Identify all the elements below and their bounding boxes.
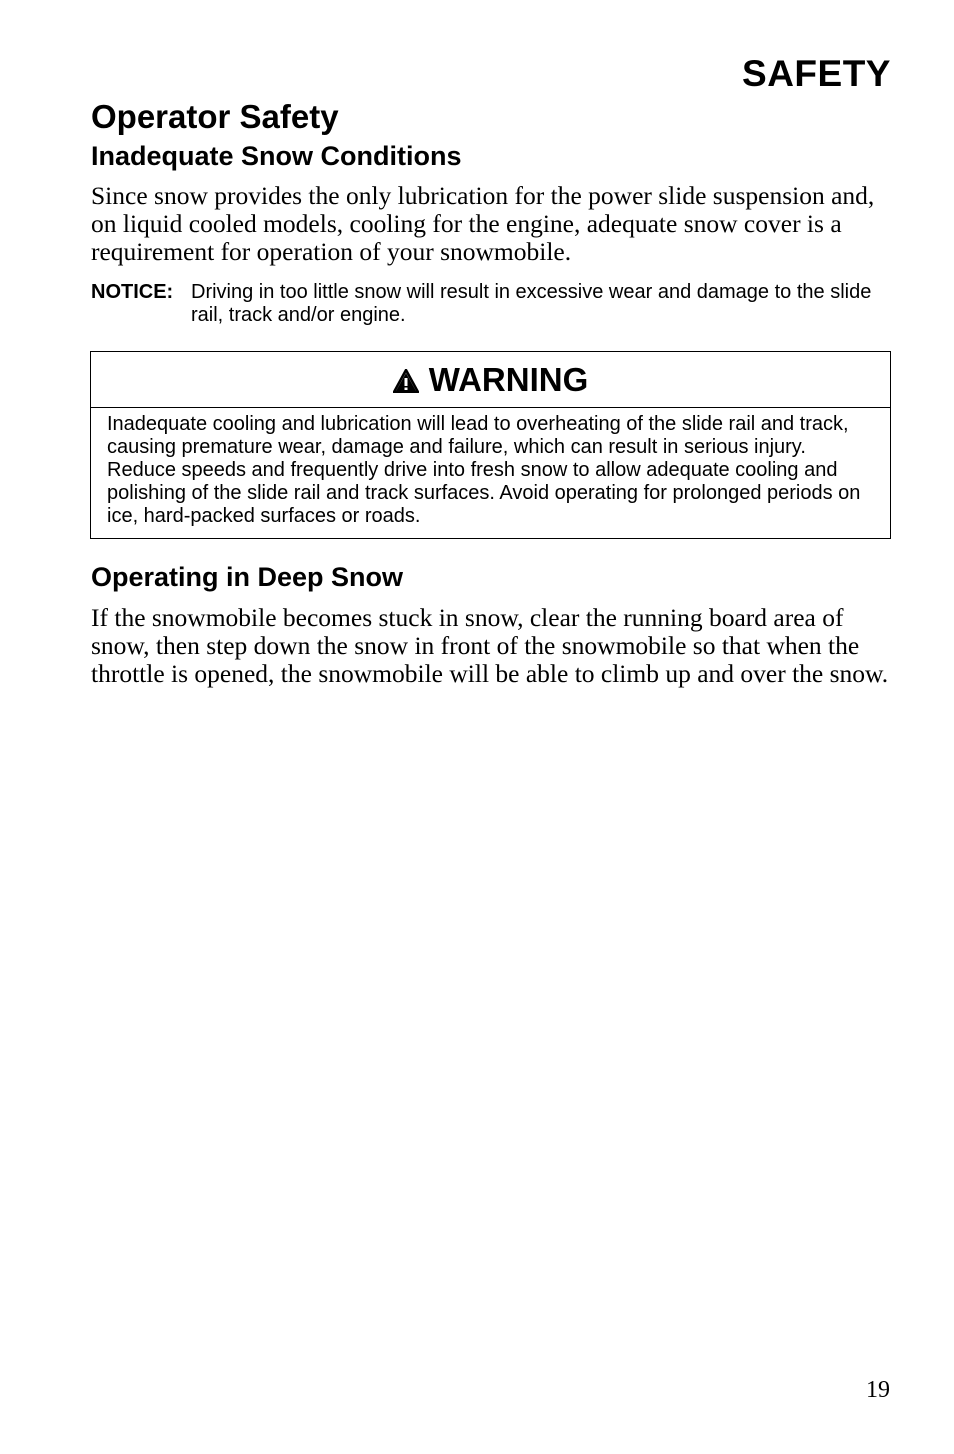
paragraph-deep-snow: If the snowmobile becomes stuck in snow, clear the running board area of snow, then step down the snow in front of the snowmobile so that when the throttle is opened, the snowmobile will be able to climb up and over the snow. xyxy=(91,603,889,688)
subheading-deep-snow: Operating in Deep Snow xyxy=(91,562,404,592)
notice-label: NOTICE: xyxy=(91,281,174,303)
subheading-inadequate-snow: Inadequate Snow Conditions xyxy=(91,141,462,171)
paragraph-inadequate-snow: Since snow provides the only lubrication for the power slide suspension and, on liquid cooled models, cooling for the engine, adequate snow cover is a requirement for operation of your snowmobile. xyxy=(91,181,875,266)
page-number: 19 xyxy=(866,1377,890,1403)
warning-header xyxy=(91,352,890,408)
section-header: SAFETY xyxy=(742,53,891,94)
warning-box xyxy=(90,351,891,539)
notice-text: Driving in too little snow will result in excessive wear and damage to the slide rail, track and/or engine. xyxy=(191,281,872,326)
warning-text: Inadequate cooling and lubrication will lead to overheating of the slide rail and track, causing premature wear, damage and failure, which can result in serious injury. Reduce speeds and frequently drive into fresh snow to allow adequate cooling and polishing of the slide rail and track surfaces. Avoid operating for prolonged periods on ice, hard-packed surfaces or roads. xyxy=(107,413,861,527)
warning-title: WARNING xyxy=(428,360,589,398)
notice xyxy=(91,281,891,327)
page-title: Operator Safety xyxy=(91,98,339,135)
warning-triangle-icon xyxy=(393,369,419,393)
